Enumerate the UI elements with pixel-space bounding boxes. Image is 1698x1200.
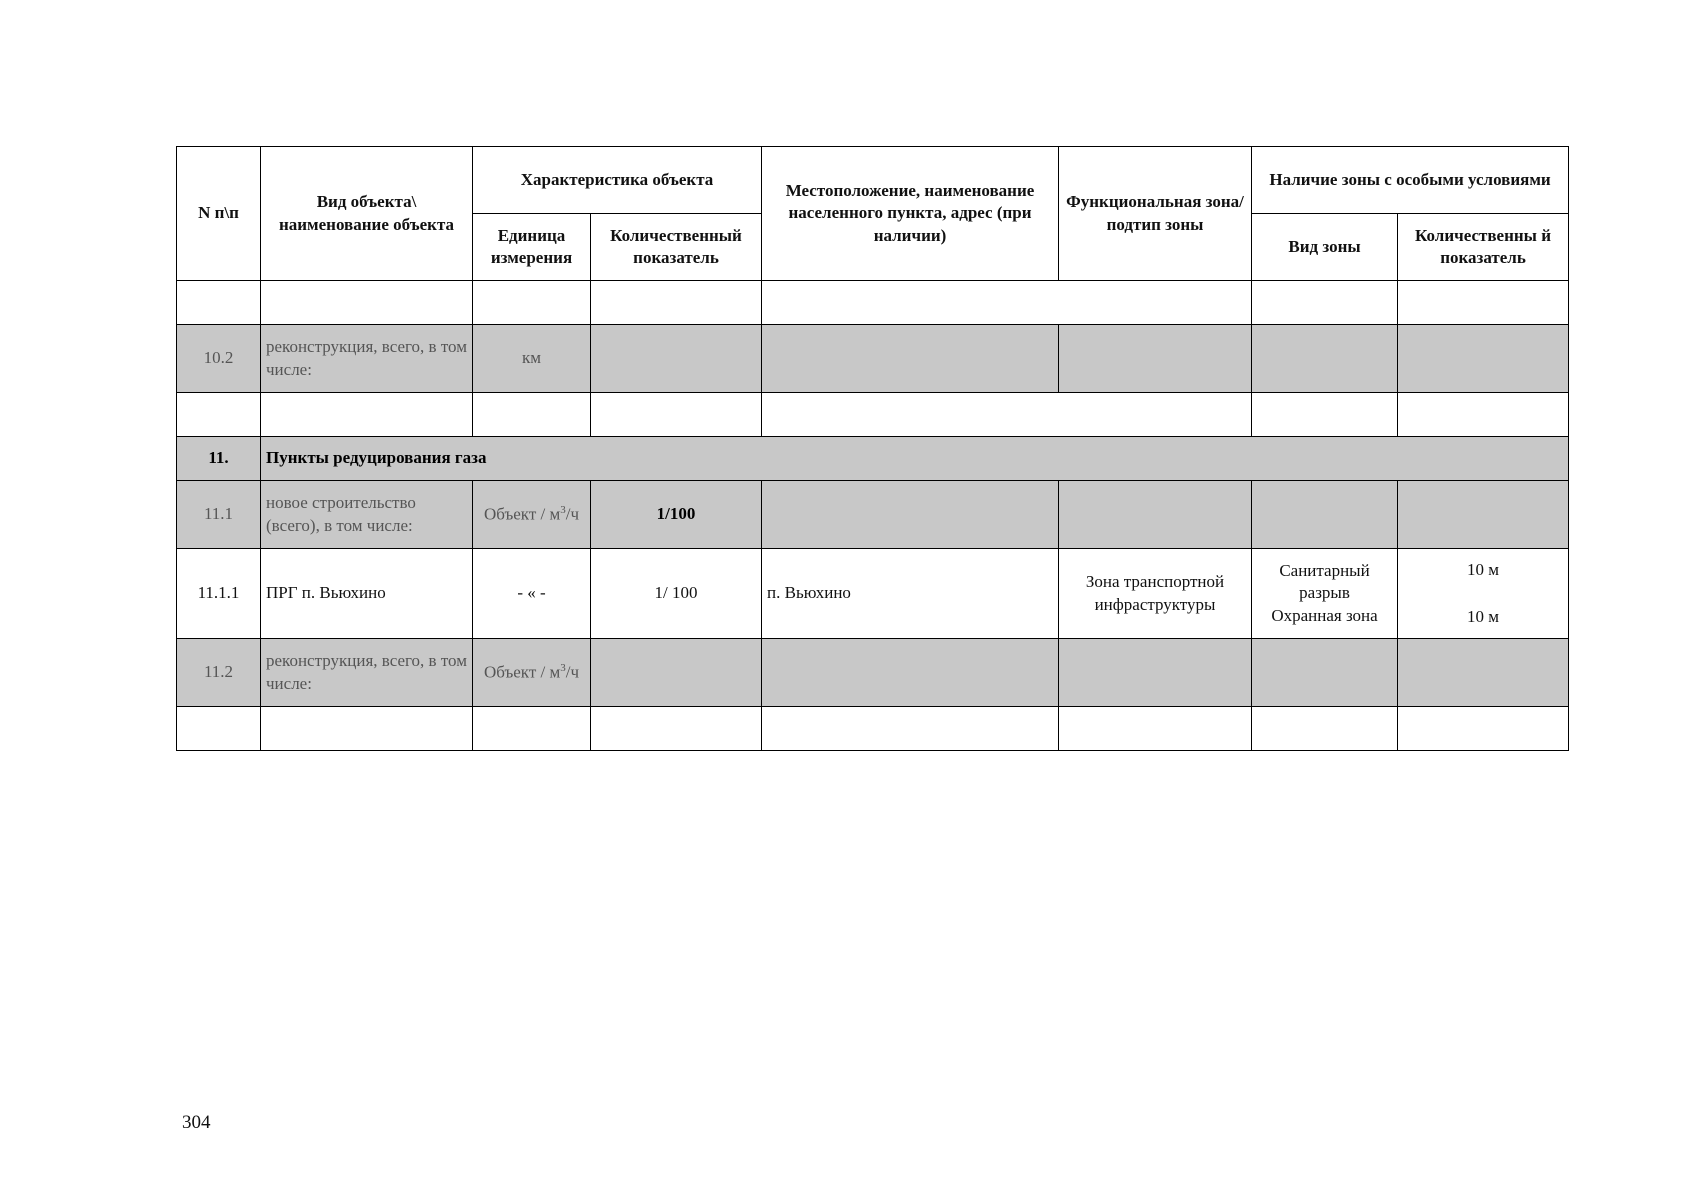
row-num: 11.1: [177, 481, 261, 549]
table-row-empty: [177, 281, 1569, 325]
row-object-name: реконструкция, всего, в том числе:: [261, 325, 473, 393]
table-row-empty: [177, 393, 1569, 437]
row-unit: - « -: [473, 549, 591, 639]
row-functional-zone: Зона транспортной инфраструктуры: [1059, 549, 1252, 639]
row-num: 11.2: [177, 639, 261, 707]
section-title: Пункты редуцирования газа: [261, 437, 1569, 481]
header-unit: Единица измерения: [473, 214, 591, 281]
section-row: [177, 437, 1569, 481]
section-num: 11.: [177, 437, 261, 481]
row-num: 11.1.1: [177, 549, 261, 639]
header-special-zone: Наличие зоны с особыми условиями: [1252, 147, 1569, 214]
row-num: 10.2: [177, 325, 261, 393]
header-object-name: Вид объекта\ наименование объекта: [261, 147, 473, 281]
row-unit: км: [473, 325, 591, 393]
header-zone-quantity: Количественны й показатель: [1398, 214, 1569, 281]
header-location: Местоположение, наименование населенного пункта, адрес (при наличии): [762, 147, 1059, 281]
header-row-1: [177, 147, 1569, 214]
row-unit: Объект / $м^3/ч$: [473, 639, 591, 707]
row-quantity: 1/ 100: [591, 549, 762, 639]
header-characteristics: Характеристика объекта: [473, 147, 762, 214]
objects-table: [176, 146, 1569, 751]
row-quantity: 1/100: [591, 481, 762, 549]
table-row-empty: [177, 707, 1569, 751]
zone-type-sanitary: Санитарный разрыв: [1279, 561, 1370, 603]
row-object-name: новое строительство (всего), в том числе:: [261, 481, 473, 549]
row-zone-type: [1252, 549, 1398, 639]
zone-quantity-1: 10 м: [1467, 560, 1500, 580]
table-row: [177, 549, 1569, 639]
table-row: [177, 481, 1569, 549]
header-num: N п\п: [177, 147, 261, 281]
row-zone-quantity: [1398, 549, 1569, 639]
header-zone-type: Вид зоны: [1252, 214, 1398, 281]
table-row: [177, 639, 1569, 707]
header-functional-zone: Функциональная зона/ подтип зоны: [1059, 147, 1252, 281]
zone-quantity-2: 10 м: [1467, 606, 1500, 626]
zone-type-protective: Охранная зона: [1271, 605, 1378, 625]
row-object-name: реконструкция, всего, в том числе:: [261, 639, 473, 707]
page-number: 304: [182, 1112, 211, 1133]
row-location: п. Вьюхино: [762, 549, 1059, 639]
row-object-name: ПРГ п. Вьюхино: [261, 549, 473, 639]
row-unit: Объект / $м^3/ч$: [473, 481, 591, 549]
table-row: [177, 325, 1569, 393]
header-quantity: Количественный показатель: [591, 214, 762, 281]
